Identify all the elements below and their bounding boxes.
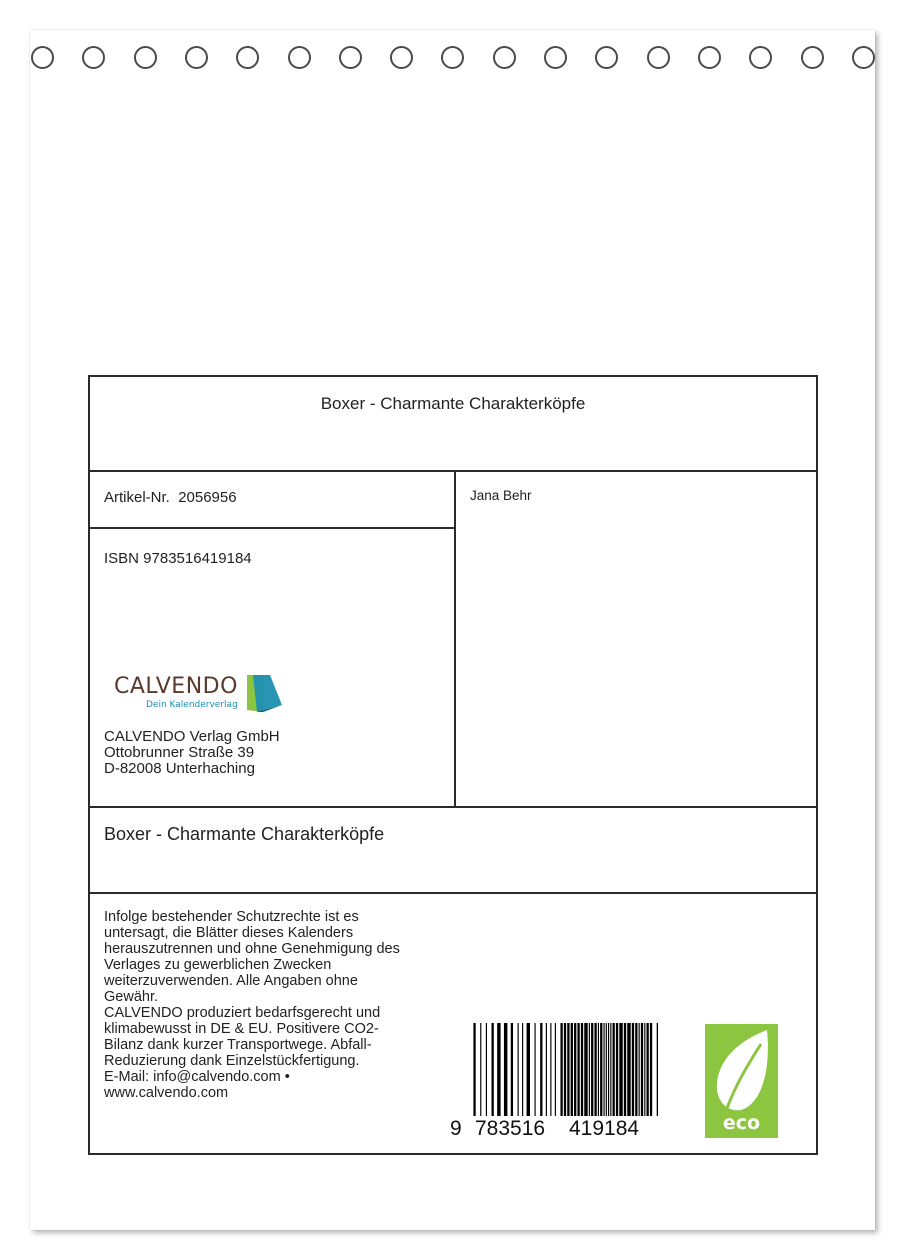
barcode-bar: [650, 1023, 652, 1116]
barcode-bar: [564, 1023, 566, 1116]
barcode-bar: [473, 1023, 475, 1116]
author-name: Jana Behr: [470, 488, 532, 503]
logo-text: CALVENDO: [114, 674, 238, 699]
barcode-bar: [644, 1023, 645, 1116]
subtitle: Boxer - Charmante Charakterköpfe: [104, 824, 385, 844]
barcode-bar: [492, 1023, 494, 1116]
barcode-bar: [480, 1023, 481, 1116]
spiral-ring-icon: [390, 46, 413, 69]
barcode-bar: [598, 1023, 599, 1116]
divider: [454, 470, 456, 806]
barcode-bar: [518, 1023, 519, 1116]
barcode-bar: [616, 1023, 618, 1116]
eco-badge: [705, 1024, 778, 1138]
barcode-bar: [571, 1023, 573, 1116]
barcode-bar: [591, 1023, 593, 1116]
barcode-bar: [635, 1023, 637, 1116]
eco-label: eco: [722, 1112, 761, 1134]
barcode-bar: [594, 1023, 596, 1116]
barcode-bar: [560, 1023, 562, 1116]
barcode-bar: [613, 1023, 615, 1116]
legal-text: Infolge bestehender Schutzrechte ist es untersagt, die Blätter dieses Kalenders herauszutrennen und ohne Genehmigung des Verlages zu gewerblichen Zwecken weiterzuverwenden. Alle Angaben ohne Gewähr. CALVENDO produziert bedarfsgerecht und klimabewusst in DE & EU. Positivere CO2- Bilanz dank kurzer Transportwege. Abfall- Reduzierung dank Einzelstückfertigung. E-Mail: info@calvendo.com • www.calvendo.com: [104, 909, 400, 1101]
spiral-ring-icon: [801, 46, 824, 69]
barcode-bar: [535, 1023, 536, 1116]
spiral-ring-icon: [288, 46, 311, 69]
publisher-address: CALVENDO Verlag GmbH Ottobrunner Straße 39 D-82008 Unterhaching: [104, 728, 280, 777]
barcode: [468, 1023, 658, 1116]
spiral-ring-icon: [647, 46, 670, 69]
divider: [90, 527, 454, 529]
spiral-ring-icon: [493, 46, 516, 69]
spiral-ring-icon: [698, 46, 721, 69]
divider: [90, 470, 816, 472]
barcode-bar: [604, 1023, 605, 1116]
barcode-bar: [546, 1023, 547, 1116]
barcode-bar: [627, 1023, 630, 1116]
spiral-ring-icon: [544, 46, 567, 69]
barcode-bar: [619, 1023, 622, 1116]
spiral-ring-icon: [134, 46, 157, 69]
barcode-bar: [540, 1023, 542, 1116]
barcode-bar: [584, 1023, 587, 1116]
barcode-bar: [555, 1023, 556, 1116]
barcode-bar: [577, 1023, 579, 1116]
barcode-digit-first: 9: [450, 1117, 462, 1140]
barcode-bar: [497, 1023, 500, 1116]
barcode-bar: [589, 1023, 590, 1116]
isbn: ISBN 9783516419184: [104, 550, 252, 567]
barcode-bar: [639, 1023, 640, 1116]
barcode-bar: [567, 1023, 569, 1116]
divider: [90, 806, 816, 808]
barcode-bar: [657, 1023, 658, 1116]
spiral-ring-icon: [185, 46, 208, 69]
barcode-bar: [641, 1023, 643, 1116]
artikel-label: Artikel-Nr.: [104, 489, 170, 506]
barcode-bar: [600, 1023, 602, 1116]
calvendo-logo-icon: [246, 674, 284, 714]
barcode-bar: [550, 1023, 551, 1116]
artikel-nr: [104, 490, 237, 505]
spiral-ring-icon: [852, 46, 875, 69]
barcode-bar: [574, 1023, 576, 1116]
barcode-digits-left: 783516: [475, 1117, 546, 1140]
barcode-bar: [606, 1023, 607, 1116]
header-title: Boxer - Charmante Charakterköpfe: [320, 394, 586, 413]
barcode-bar: [486, 1023, 487, 1116]
barcode-bar: [527, 1023, 530, 1116]
barcode-bar: [632, 1023, 634, 1116]
artikel-value: 2056956: [178, 489, 237, 506]
barcode-digits-right: 419184: [569, 1117, 640, 1140]
barcode-bar: [624, 1023, 626, 1116]
divider: [90, 892, 816, 894]
barcode-bar: [608, 1023, 609, 1116]
logo-tagline: Dein Kalenderverlag: [146, 700, 238, 710]
barcode-bar: [647, 1023, 649, 1116]
barcode-bar: [511, 1023, 513, 1116]
barcode-bar: [504, 1023, 507, 1116]
barcode-bar: [581, 1023, 583, 1116]
barcode-bar: [522, 1023, 523, 1116]
spiral-ring-icon: [31, 46, 54, 69]
spiral-ring-icon: [339, 46, 362, 69]
barcode-bar: [610, 1023, 611, 1116]
